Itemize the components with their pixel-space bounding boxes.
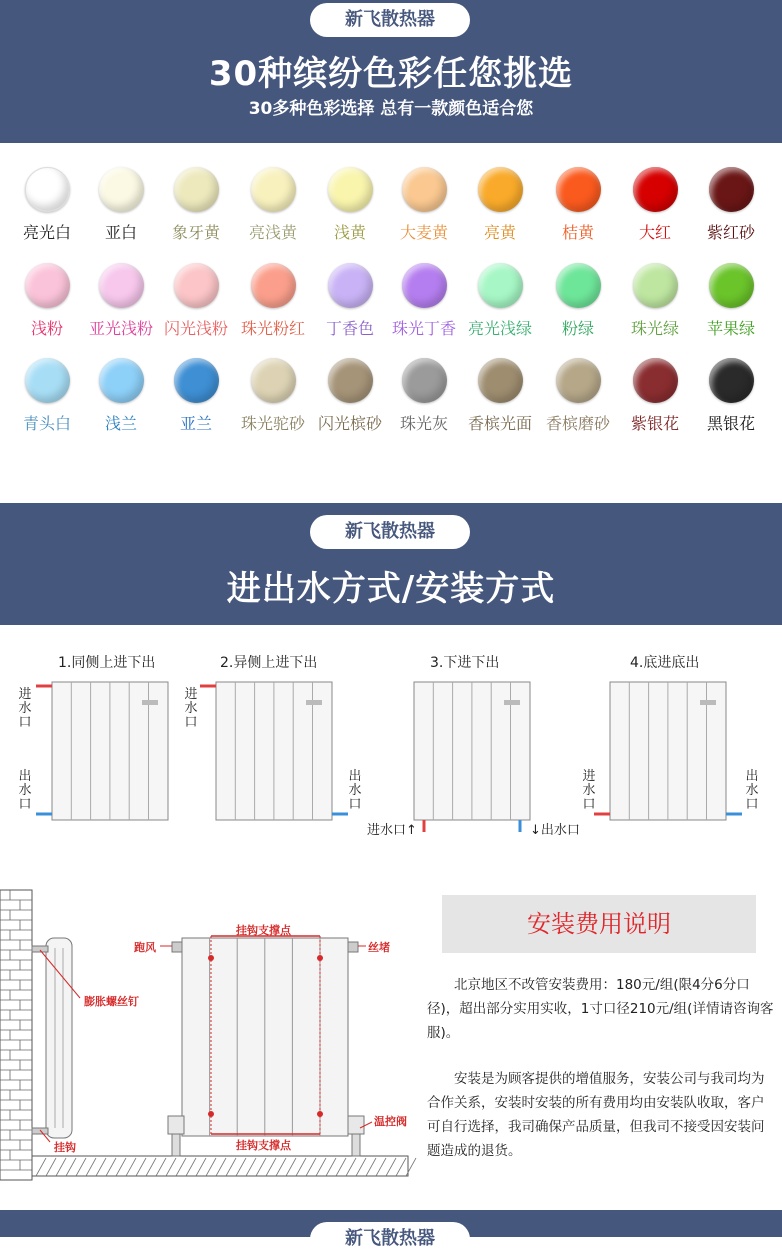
inlet-label-1: 进水口 [18, 687, 32, 730]
color-swatch [156, 167, 236, 243]
color-name: 青头白 [22, 414, 71, 433]
color-dot [402, 167, 447, 212]
color-swatch [156, 358, 236, 434]
color-dot [633, 358, 678, 403]
outlet-label-3: ↓出水口 [530, 823, 580, 838]
color-name: 亚白 [104, 223, 137, 242]
brand-pill: 新飞散热器 [310, 3, 470, 37]
color-swatch [81, 358, 161, 434]
color-name: 珠光粉红 [240, 319, 305, 338]
water-connection-diagrams [0, 670, 782, 870]
color-swatch [384, 358, 464, 434]
radiator-illustration-2 [216, 682, 332, 820]
color-dot [25, 358, 70, 403]
color-name: 闪光槟砂 [317, 414, 382, 433]
color-name: 亮黄 [483, 223, 516, 242]
color-dot [251, 167, 296, 212]
color-swatch [310, 358, 390, 434]
color-dot [402, 358, 447, 403]
color-name: 亮浅黄 [248, 223, 297, 242]
color-name: 大红 [638, 223, 671, 242]
color-dot [251, 358, 296, 403]
color-name: 苹果绿 [706, 319, 755, 338]
radiator-illustration-1 [52, 682, 168, 820]
color-dot [328, 263, 373, 308]
color-dot [328, 167, 373, 212]
color-dot [402, 263, 447, 308]
color-name: 亮光白 [22, 223, 71, 242]
color-swatch [233, 263, 313, 339]
brand-pill: 新飞散热器 [310, 1222, 470, 1256]
header-banner-colors [0, 0, 782, 143]
color-swatch [384, 167, 464, 243]
brand-pill: 新飞散热器 [310, 515, 470, 549]
color-name: 丁香色 [325, 319, 374, 338]
color-swatch [7, 167, 87, 243]
color-dot [478, 263, 523, 308]
color-swatch [310, 167, 390, 243]
diagram-title-4: 4.底进底出 [630, 655, 700, 671]
color-name: 珠光驼砂 [240, 414, 305, 433]
outlet-label-4: 出水口 [745, 769, 759, 812]
color-name: 亮光浅绿 [467, 319, 532, 338]
color-dot [478, 358, 523, 403]
color-swatch [460, 358, 540, 434]
color-swatch [384, 263, 464, 339]
color-dot [709, 167, 754, 212]
colors-title: 30种缤纷色彩任您挑选 [208, 54, 574, 94]
plug-label: 丝堵 [368, 941, 390, 954]
color-name: 珠光丁香 [391, 319, 456, 338]
color-swatch [81, 263, 161, 339]
color-name: 大麦黄 [399, 223, 448, 242]
color-swatch [691, 263, 771, 339]
header-banner-installation [0, 503, 782, 625]
color-swatch [460, 167, 540, 243]
color-swatch [7, 358, 87, 434]
outlet-label-2: 出水口 [348, 769, 362, 812]
color-swatch [615, 263, 695, 339]
color-swatch [460, 263, 540, 339]
expansion-screw-label: 膨胀螺丝钉 [84, 995, 139, 1008]
color-dot [709, 263, 754, 308]
color-swatch [691, 358, 771, 434]
install-cost-paragraph: 北京地区不改管安装费用：180元/组(限4分6分口径)，超出部分实用实收，1寸口径210元/组(详情请咨询客服)。 [427, 977, 774, 1041]
hook-support-top-label: 挂钩支撑点 [236, 924, 291, 937]
color-name: 桔黄 [561, 223, 594, 242]
color-dot [25, 167, 70, 212]
color-swatch [538, 167, 618, 243]
color-dot [633, 167, 678, 212]
outlet-label-1: 出水口 [18, 769, 32, 812]
color-dot [25, 263, 70, 308]
color-name: 浅黄 [333, 223, 366, 242]
color-dot [174, 358, 219, 403]
diagram-title-2: 2.异侧上进下出 [220, 655, 318, 671]
brick-wall [0, 890, 32, 1180]
color-name: 紫银花 [630, 414, 679, 433]
color-name: 亚光浅粉 [88, 319, 153, 338]
color-dot [556, 263, 601, 308]
color-swatch [538, 358, 618, 434]
color-name: 闪光浅粉 [163, 319, 228, 338]
color-dot [251, 263, 296, 308]
color-name: 珠光绿 [630, 319, 679, 338]
color-swatch [310, 263, 390, 339]
color-name: 浅粉 [30, 319, 63, 338]
install-service-paragraph: 安装是为顾客提供的增值服务，安装公司与我司均为合作关系，安装时安装的所有费用均由安装队收取，客户可自行选择，我司确保产品质量，但我司不接受因安装问题造成的退货。 [427, 1071, 765, 1159]
diagram-title-1: 1.同侧上进下出 [58, 655, 156, 671]
color-dot [328, 358, 373, 403]
color-palette [0, 143, 782, 503]
color-name: 香槟光面 [467, 414, 532, 433]
color-dot [99, 358, 144, 403]
color-name: 浅兰 [104, 414, 137, 433]
vent-label: 跑风 [134, 941, 156, 954]
diagram-title-3: 3.下进下出 [430, 655, 500, 671]
color-swatch [538, 263, 618, 339]
color-dot [174, 263, 219, 308]
inlet-label-2: 进水口 [184, 687, 198, 730]
color-dot [709, 358, 754, 403]
inlet-label-3: 进水口↑ [367, 823, 417, 838]
color-dot [174, 167, 219, 212]
color-dot [478, 167, 523, 212]
inlet-label-4: 进水口 [582, 769, 596, 812]
color-name: 黑银花 [706, 414, 755, 433]
color-name: 紫红砂 [706, 223, 755, 242]
header-banner-next [0, 1210, 782, 1249]
radiator-illustration-3 [414, 682, 530, 820]
color-dot [556, 358, 601, 403]
installation-title: 进出水方式/安装方式 [226, 569, 556, 609]
install-cost-title: 安装费用说明 [442, 895, 756, 953]
colors-subtitle: 30多种色彩选择 总有一款颜色适合您 [248, 99, 534, 119]
hook-support-bottom-label: 挂钩支撑点 [236, 1139, 291, 1152]
color-dot [633, 263, 678, 308]
front-view-radiator [168, 936, 364, 1156]
color-name: 香槟磨砂 [545, 414, 610, 433]
color-swatch [233, 358, 313, 434]
color-swatch [691, 167, 771, 243]
color-name: 亚兰 [179, 414, 212, 433]
floor [32, 1156, 416, 1176]
color-name: 粉绿 [561, 319, 594, 338]
color-swatch [233, 167, 313, 243]
color-swatch [156, 263, 236, 339]
color-swatch [615, 358, 695, 434]
side-view-radiator [32, 938, 72, 1138]
valve-label: 温控阀 [374, 1115, 407, 1128]
color-name: 象牙黄 [171, 223, 220, 242]
color-swatch [81, 167, 161, 243]
color-dot [99, 263, 144, 308]
color-name: 珠光灰 [399, 414, 448, 433]
color-dot [99, 167, 144, 212]
color-swatch [615, 167, 695, 243]
hook-label: 挂钩 [54, 1141, 76, 1154]
color-swatch [7, 263, 87, 339]
radiator-illustration-4 [610, 682, 726, 820]
color-dot [556, 167, 601, 212]
